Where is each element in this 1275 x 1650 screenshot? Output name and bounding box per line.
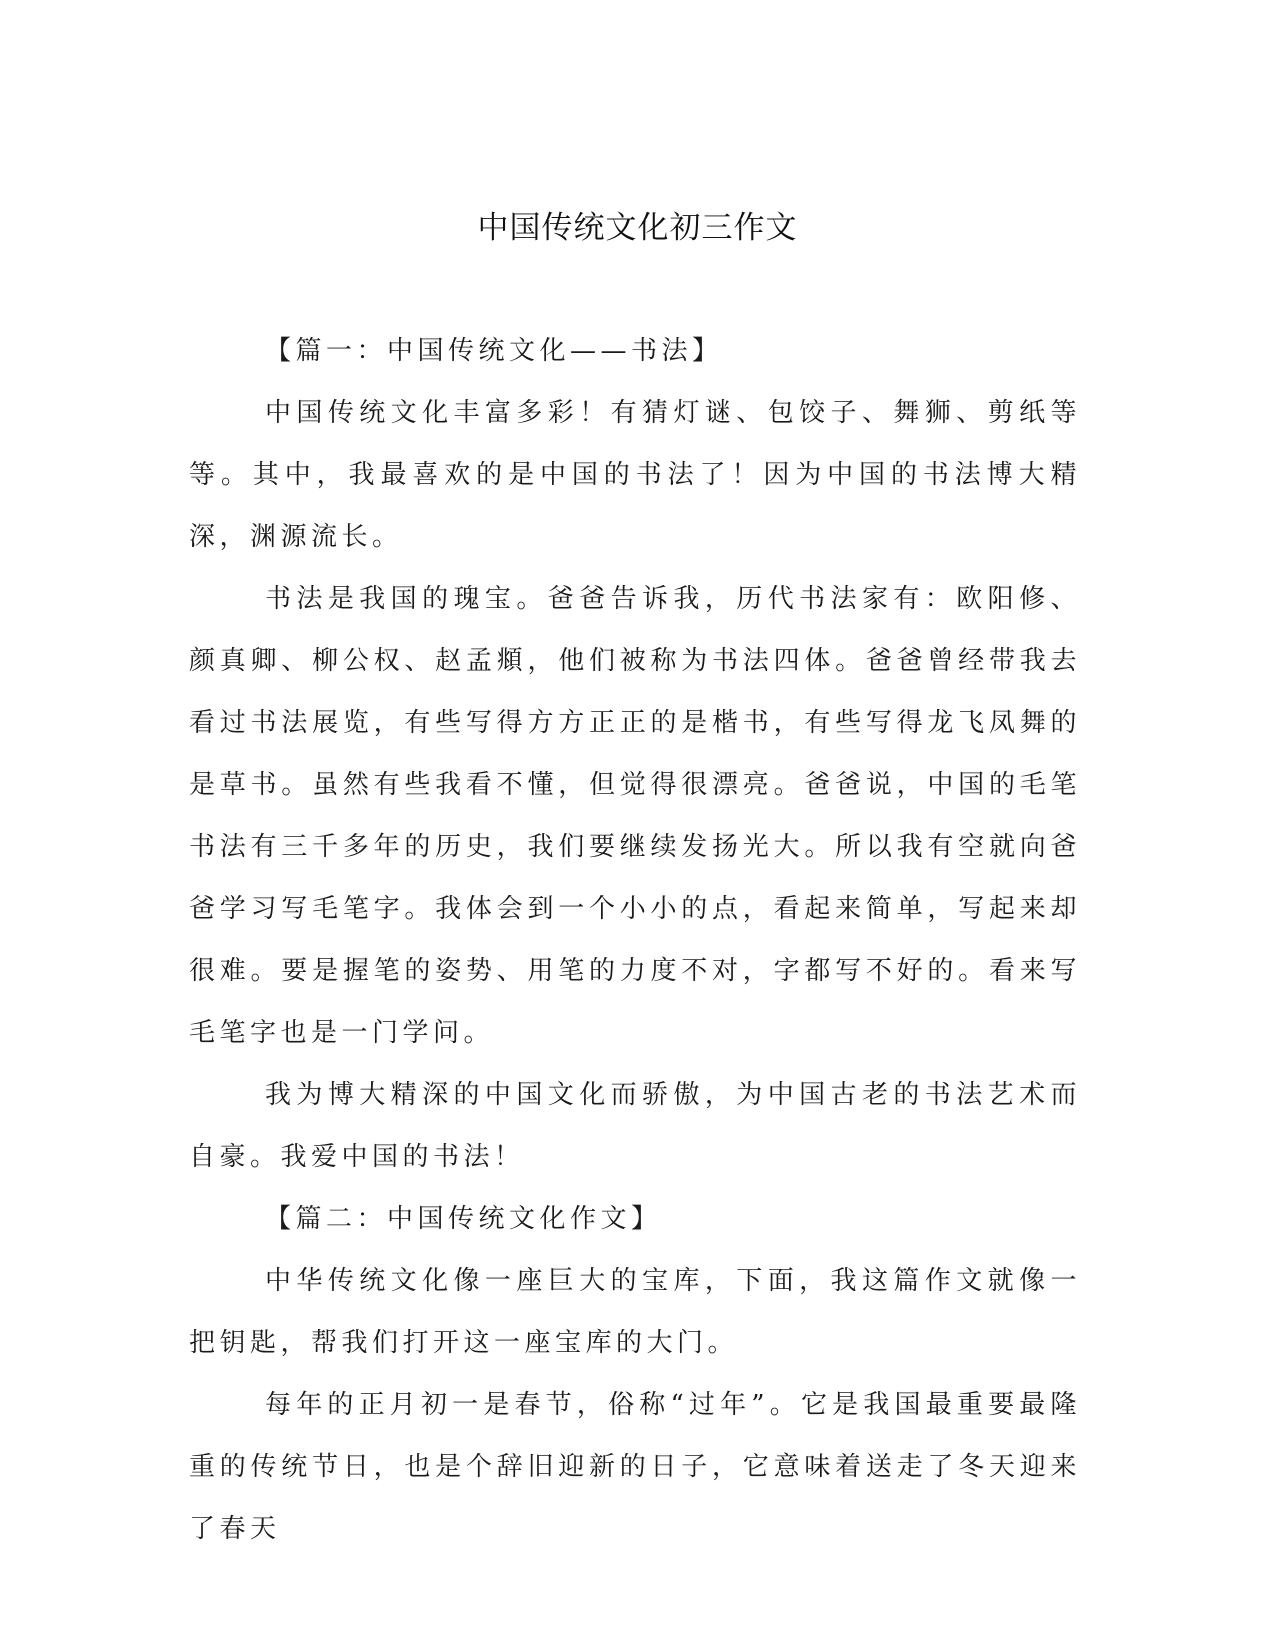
paragraph: 中华传统文化像一座巨大的宝库，下面，我这篇作文就像一把钥匙，帮我们打开这一座宝库的大门。 <box>189 1266 1081 1358</box>
paragraph: 中国传统文化丰富多彩！有猜灯谜、包饺子、舞狮、剪纸等等。其中，我最喜欢的是中国的书法了！因为中国的书法博大精深，渊源流长。 <box>189 398 1081 552</box>
paragraph: 每年的正月初一是春节，俗称“过年”。它是我国最重要最隆重的传统节日，也是个辞旧迎新的日子，它意味着送走了冬天迎来了春天 <box>189 1390 1081 1544</box>
document-title: 中国传统文化初三作文 <box>477 210 798 246</box>
document-body <box>189 320 1081 1560</box>
section-heading-2: 【篇二：中国传统文化作文】 <box>265 1204 662 1234</box>
paragraph: 书法是我国的瑰宝。爸爸告诉我，历代书法家有：欧阳修、颜真卿、柳公权、赵孟頫，他们被称为书法四体。爸爸曾经带我去看过书法展览，有些写得方方正正的是楷书，有些写得龙飞凤舞的是草书。虽然有些我看不懂，但觉得很漂亮。爸爸说，中国的毛笔书法有三千多年的历史，我们要继续发扬光大。所以我有空就向爸爸学习写毛笔字。我体会到一个小小的点，看起来简单，写起来却很难。要是握笔的姿势、用笔的力度不对，字都写不好的。看来写毛笔字也是一门学问。 <box>189 584 1081 1048</box>
paragraph: 我为博大精深的中国文化而骄傲，为中国古老的书法艺术而自豪。我爱中国的书法！ <box>189 1080 1081 1172</box>
section-heading-1: 【篇一：中国传统文化——书法】 <box>265 336 723 366</box>
